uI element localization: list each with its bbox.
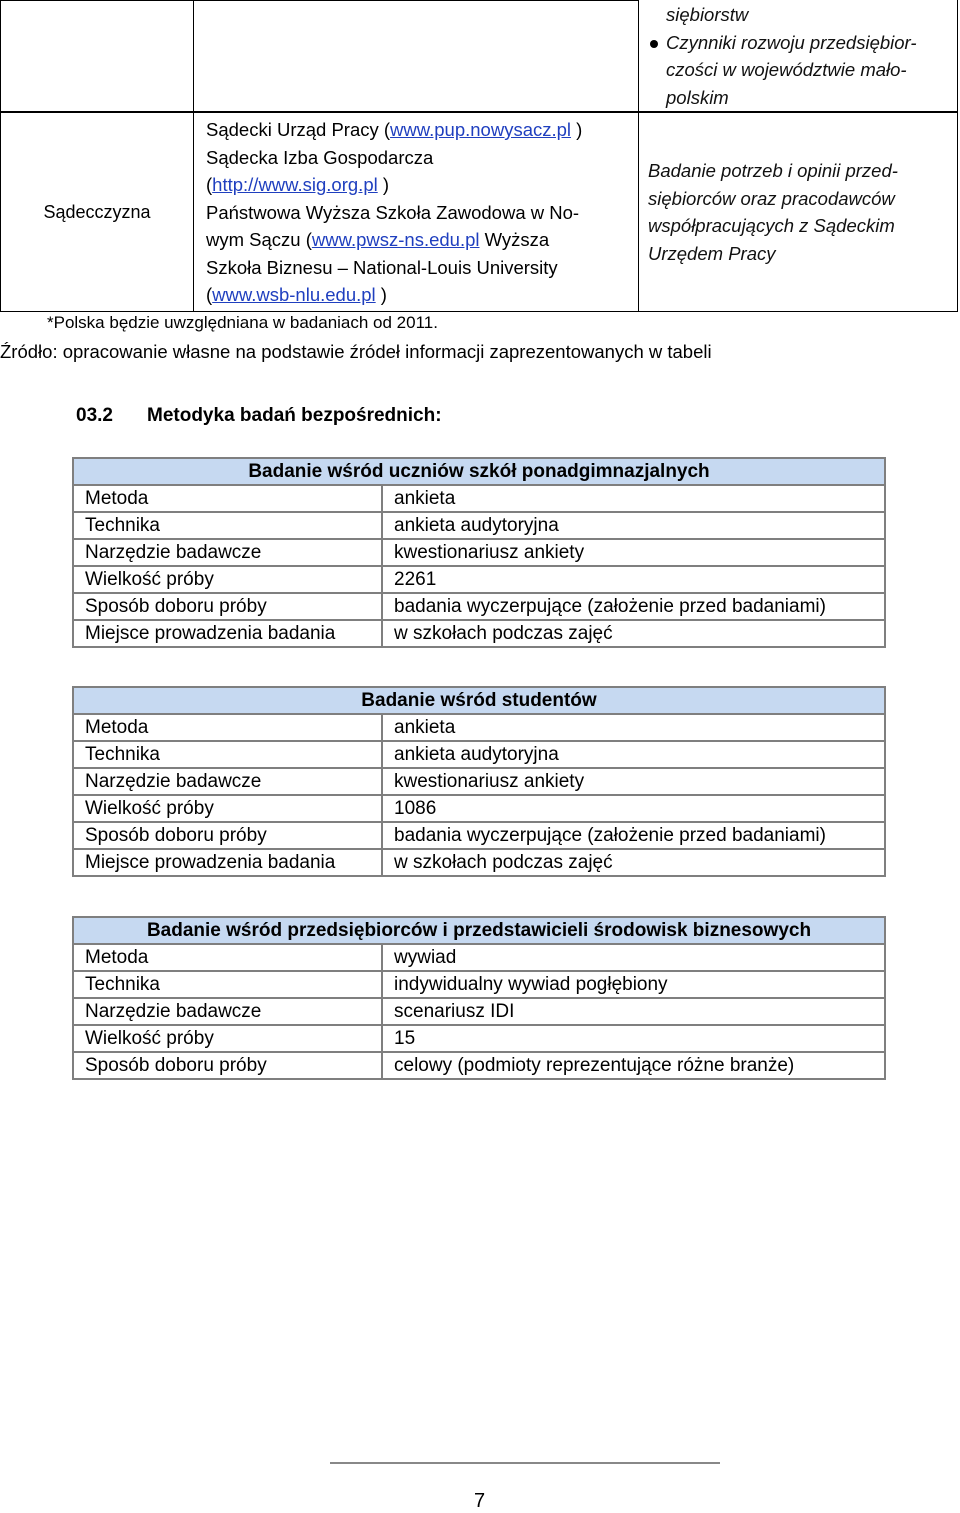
institution-line: wym Sączu (www.pwsz-ns.edu.pl Wyższa (206, 229, 550, 250)
table-row: Wielkość próby 1086 (73, 795, 885, 822)
table-title: Badanie wśród uczniów szkół ponadgimnazjalnych (73, 458, 885, 485)
table-title: Badanie wśród przedsiębiorców i przedstawicieli środowisk biznesowych (73, 917, 885, 944)
table-row: Technika ankieta audytoryjna (73, 741, 885, 768)
footer-divider (330, 1462, 720, 1464)
source-caption: Źródło: opracowanie własne na podstawie źródeł informacji zaprezentowanych w tabeli (0, 341, 712, 362)
table-row: Narzędzie badawcze kwestionariusz ankiety (73, 539, 885, 566)
research-line: Urzędem Pracy (648, 242, 776, 264)
bullet-item: Czynniki rozwoju przedsiębior- (666, 29, 917, 57)
table-row: Technika ankieta audytoryjna (73, 512, 885, 539)
table-row: Wielkość próby 2261 (73, 566, 885, 593)
table-row: Wielkość próby 15 (73, 1025, 885, 1052)
empty-cell (0, 0, 194, 112)
institution-line: Państwowa Wyższa Szkoła Zawodowa w No- (206, 201, 580, 223)
institution-line: Sądecka Izba Gospodarcza (206, 146, 434, 168)
method-table-students-school (72, 457, 886, 648)
footnote: *Polska będzie uwzględniana w badaniach od 2011. (47, 313, 438, 332)
institution-line: (www.wsb-nlu.edu.pl ) (206, 284, 387, 305)
page-number: 7 (474, 1490, 486, 1512)
method-table-university (72, 686, 886, 877)
region-name: Sądecczyzna (43, 201, 151, 222)
link-wsb[interactable]: www.wsb-nlu.edu.pl (212, 284, 376, 305)
institution-line: Szkoła Biznesu – National-Louis University (206, 256, 558, 278)
institution-line: Sądecki Urząd Pracy (www.pup.nowysacz.pl ) (206, 119, 583, 140)
research-line: siębiorców oraz pracodawców (648, 187, 895, 209)
institutions-cell (193, 112, 639, 312)
empty-cell (193, 0, 639, 112)
table-row: Metoda ankieta (73, 485, 885, 512)
bullet-item-cont: czości w województwie mało- (666, 59, 907, 80)
table-row: Narzędzie badawcze kwestionariusz ankiety (73, 768, 885, 795)
link-sig[interactable]: http://www.sig.org.pl (212, 174, 378, 195)
region-cell (0, 112, 194, 312)
bullet-icon (650, 40, 658, 48)
table-row: Miejsce prowadzenia badania w szkołach podczas zajęć (73, 849, 885, 876)
bullet-item-cont: polskim (666, 86, 729, 108)
table-row: Sposób doboru próby badania wyczerpujące (założenie przed badaniami) (73, 593, 885, 620)
table-row: Metoda wywiad (73, 944, 885, 971)
table-row: Technika indywidualny wywiad pogłębiony (73, 971, 885, 998)
table-row: Narzędzie badawcze scenariusz IDI (73, 998, 885, 1025)
research-cell (638, 112, 958, 312)
research-line: współpracujących z Sądeckim (648, 215, 895, 236)
method-table-business (72, 916, 886, 1080)
section-title: Metodyka badań bezpośrednich: (147, 405, 442, 426)
continuation-text: siębiorstw (666, 4, 749, 25)
table-title: Badanie wśród studentów (73, 687, 885, 714)
institution-line: (http://www.sig.org.pl ) (206, 174, 390, 195)
link-pup[interactable]: www.pup.nowysacz.pl (390, 119, 572, 140)
table-row: Sposób doboru próby celowy (podmioty reprezentujące różne branże) (73, 1052, 885, 1079)
link-pwsz[interactable]: www.pwsz-ns.edu.pl (311, 229, 480, 250)
table-row: Miejsce prowadzenia badania w szkołach podczas zajęć (73, 620, 885, 647)
table-row: Metoda ankieta (73, 714, 885, 741)
table-row: Sposób doboru próby badania wyczerpujące (założenie przed badaniami) (73, 822, 885, 849)
top-right-cell (638, 0, 958, 112)
section-number: 03.2 (76, 405, 113, 426)
research-line: Badanie potrzeb i opinii przed- (648, 160, 898, 181)
